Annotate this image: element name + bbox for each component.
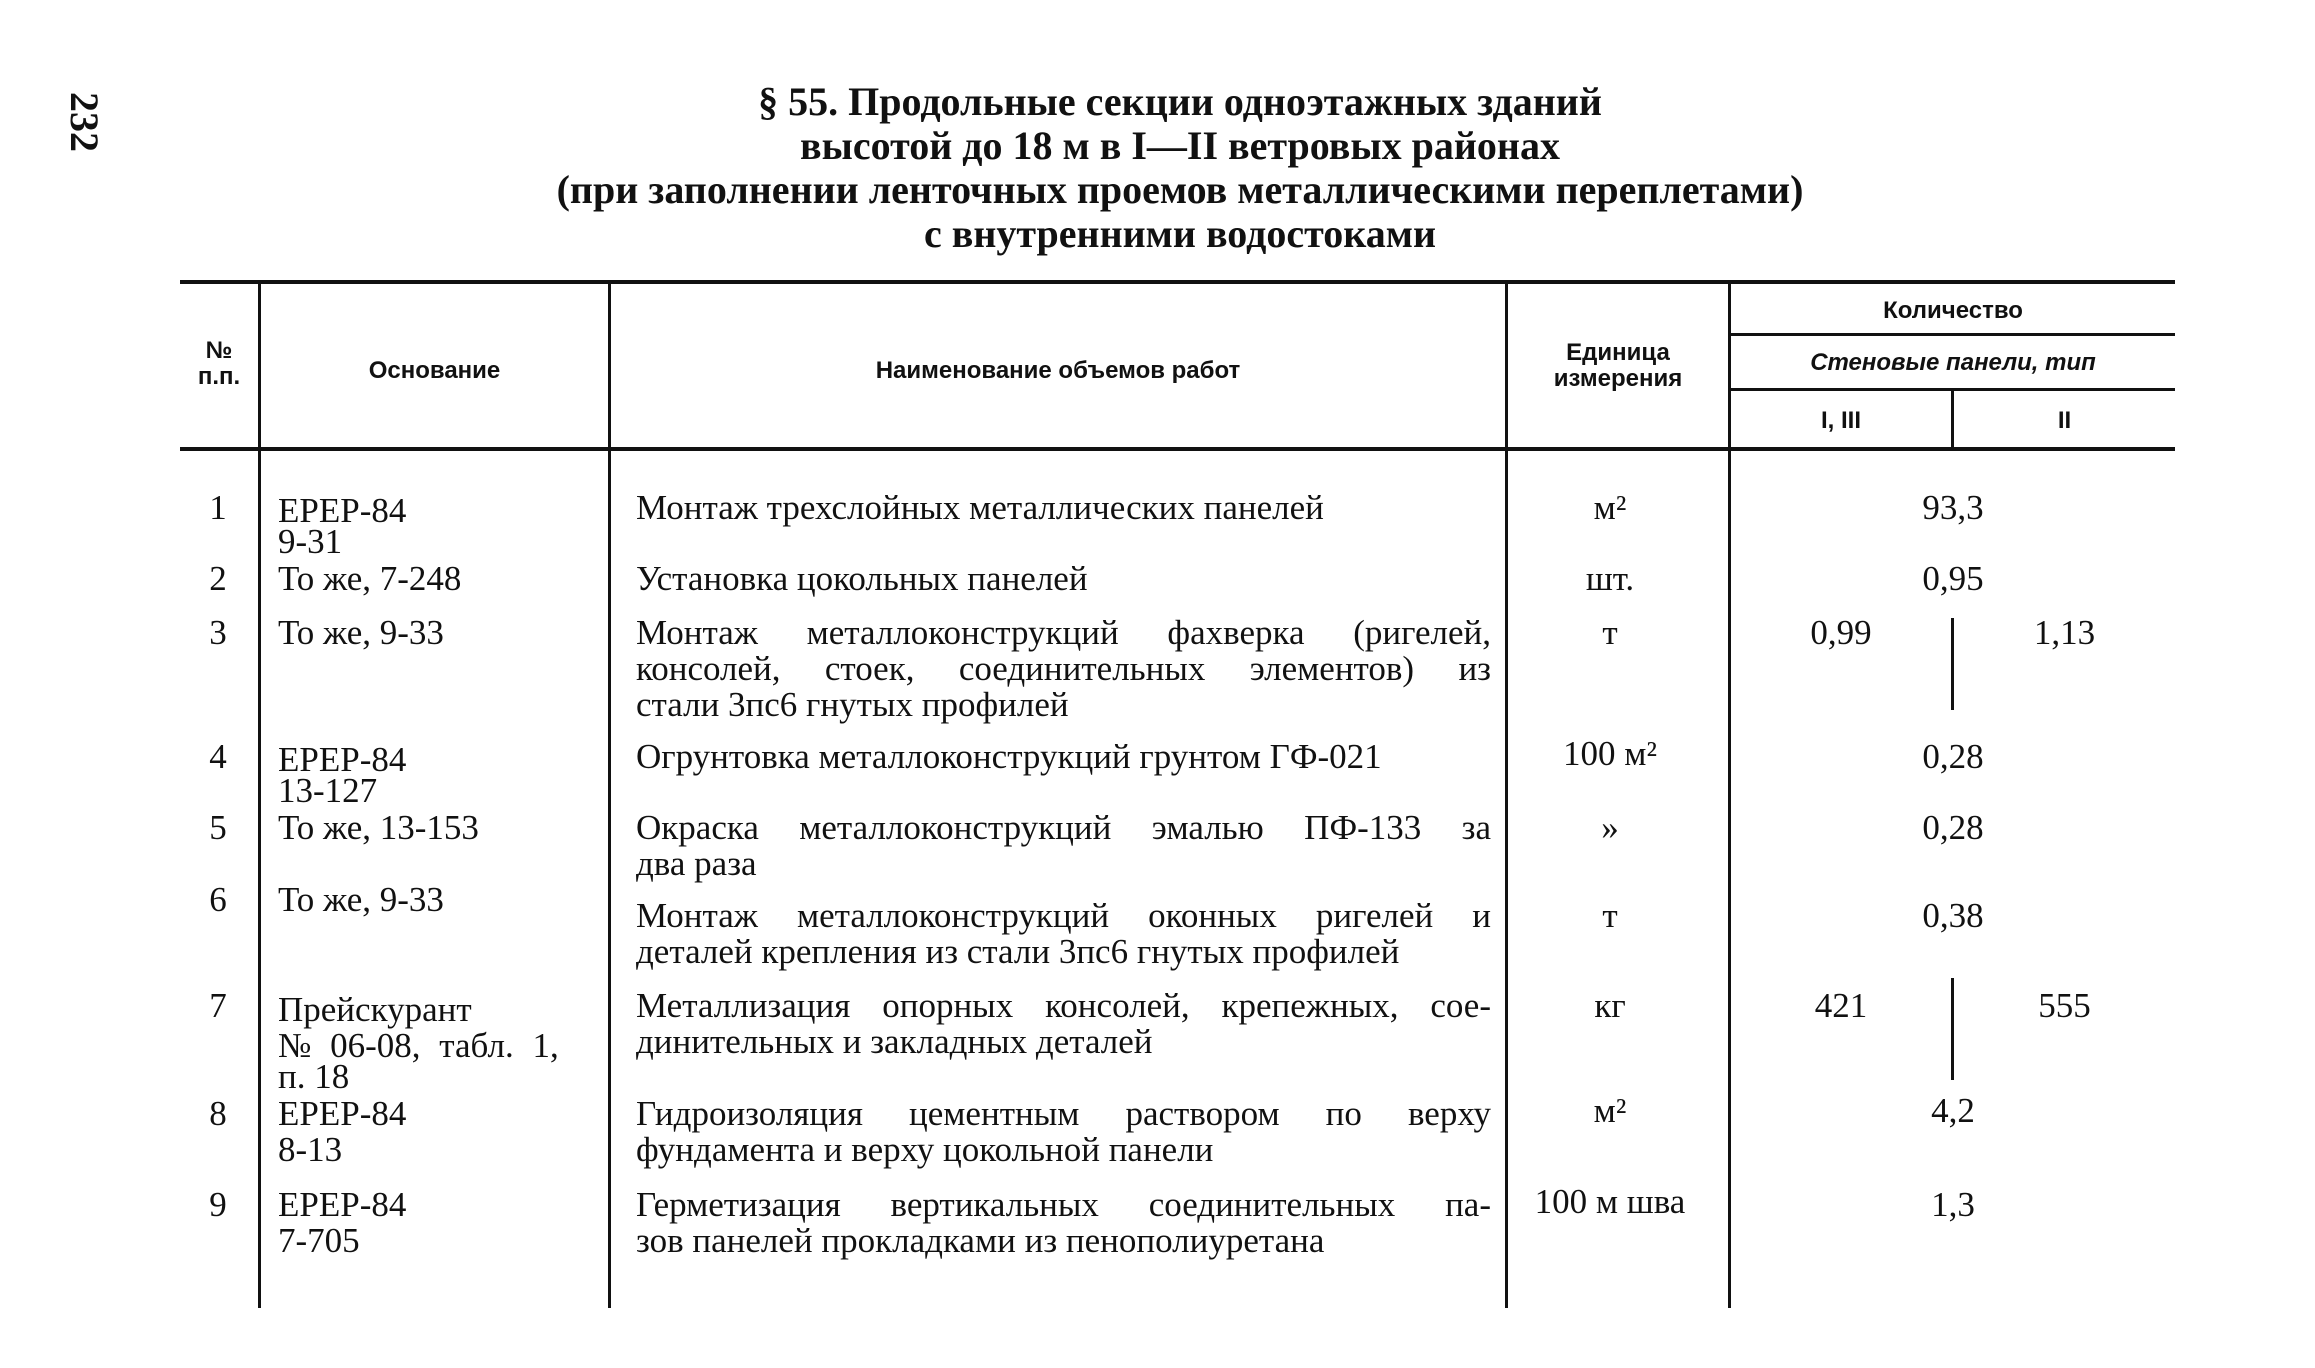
header-type-1-3: I, III (1820, 407, 1861, 434)
row-9-qty: 1,3 (1931, 1185, 1975, 1224)
row-9-basis-line-2: 7-705 (278, 1221, 360, 1260)
row-6-basis-line-1: То же, 9-33 (278, 880, 444, 919)
row-9-basis-line-1: ЕРЕР-84 (278, 1185, 407, 1224)
header-bottom-rule (180, 447, 2175, 451)
header-type-2: II (2057, 407, 2072, 434)
row-6-num: 6 (209, 880, 227, 919)
row-5-unit: » (1601, 808, 1619, 847)
title-line-3: (при заполнении ленточных проемов металлическими переплетами) (556, 167, 1804, 212)
header-quantity: Количество (1883, 297, 2023, 324)
header-num-line-1: № (205, 337, 233, 364)
row-5-work-line-2: два раза (636, 844, 757, 883)
row-6-qty: 0,38 (1922, 896, 1984, 935)
header-panels: Стеновые панели, тип (1810, 349, 2096, 376)
row-5-work (636, 810, 1491, 882)
header-unit-line-1: Единица (1566, 339, 1670, 366)
row-7-qty-type-2: 555 (2038, 986, 2091, 1025)
col-divider-4 (1728, 284, 1731, 1308)
row-4-qty: 0,28 (1922, 737, 1984, 776)
title-line-2: высотой до 18 м в I—II ветровых районах (800, 123, 1560, 168)
row-6-unit: т (1602, 896, 1618, 935)
row-6-work-line-1: Монтаж металлоконструкций оконных ригелей и (636, 896, 1491, 935)
row-7-num: 7 (209, 986, 227, 1025)
row-6-basis (278, 882, 608, 918)
row-8-qty: 4,2 (1931, 1091, 1975, 1130)
row-1-unit: м² (1593, 488, 1627, 527)
row-7-work (636, 988, 1491, 1060)
row-1-work-line-1: Монтаж трехслойных металлических панелей (636, 488, 1324, 527)
header-work: Наименование объемов работ (875, 357, 1241, 384)
row-8-work-line-2: фундамента и верху цокольной панели (636, 1130, 1214, 1169)
row-8-basis-line-1: ЕРЕР-84 (278, 1094, 407, 1133)
row-9-num: 9 (209, 1185, 227, 1224)
row-4-basis (278, 740, 608, 810)
row-4-basis-line-2: 13-127 (278, 771, 378, 810)
row-2-unit: шт. (1585, 559, 1635, 598)
row-4-basis-line-1: ЕРЕР-84 (278, 740, 407, 779)
row-6-work-line-2: деталей крепления из стали 3пс6 гнутых профилей (636, 932, 1400, 971)
row-2-basis (278, 561, 608, 597)
row-1-num: 1 (209, 488, 227, 527)
row-4-work (636, 739, 1491, 775)
col-divider-2 (608, 284, 611, 1308)
row-8-num: 8 (209, 1094, 227, 1133)
header-num-line-2: п.п. (197, 363, 241, 390)
row-2-work-line-1: Установка цокольных панелей (636, 559, 1088, 598)
section-title (180, 80, 2180, 256)
row-3-work (636, 615, 1491, 723)
col-divider-1 (258, 284, 261, 1308)
col-divider-3 (1505, 284, 1508, 1308)
header-unit-line-2: измерения (1553, 365, 1683, 392)
row-9-unit: 100 м шва (1534, 1182, 1686, 1221)
row-3-num: 3 (209, 613, 227, 652)
row-9-work-line-1: Герметизация вертикальных соединительных па- (636, 1185, 1491, 1224)
row-4-unit: 100 м² (1563, 734, 1657, 773)
page-number: 232 (62, 92, 107, 152)
row-4-work-line-1: Огрунтовка металлоконструкций грунтом ГФ-021 (636, 737, 1382, 776)
title-line-1: § 55. Продольные секции одноэтажных зданий (758, 79, 1602, 124)
header-basis: Основание (368, 357, 501, 384)
title-line-4: с внутренними водостоками (924, 211, 1436, 256)
row-3-basis-line-1: То же, 9-33 (278, 613, 444, 652)
table-top-rule (180, 280, 2175, 284)
row-5-work-line-1: Окраска металлоконструкций эмалью ПФ-133 за (636, 808, 1491, 847)
row-3-basis (278, 615, 608, 651)
row-5-basis (278, 810, 608, 846)
row-3-unit: т (1602, 613, 1618, 652)
row-9-work-line-2: зов панелей прокладками из пенополиуретана (636, 1221, 1325, 1260)
row-1-basis-line-1: ЕРЕР-84 (278, 491, 407, 530)
row-1-work (636, 490, 1491, 526)
row-2-work (636, 561, 1491, 597)
row-3-work-line-3: стали 3пс6 гнутых профилей (636, 685, 1069, 724)
row-6-work (636, 898, 1491, 970)
row-5-qty: 0,28 (1922, 808, 1984, 847)
row-3-qty-type-1-3: 0,99 (1810, 613, 1872, 652)
row-2-basis-line-1: То же, 7-248 (278, 559, 462, 598)
row-7-basis-line-1: Прейскурант (278, 990, 472, 1029)
row-5-num: 5 (209, 808, 227, 847)
row-7-work-line-2: динительных и закладных деталей (636, 1022, 1153, 1061)
row-7-basis-line-2: № 06-08, табл. 1, (278, 1026, 559, 1065)
row-8-work-line-1: Гидроизоляция цементным раствором по верху (636, 1094, 1491, 1133)
row-7-work-line-1: Металлизация опорных консолей, крепежных, сое- (636, 986, 1491, 1025)
row-3-work-line-2: консолей, стоек, соединительных элементов) из (636, 649, 1491, 688)
row-1-basis (278, 491, 608, 561)
header-unit (1508, 340, 1728, 392)
row-7-basis (278, 990, 608, 1096)
row-4-num: 4 (209, 737, 227, 776)
row-5-basis-line-1: То же, 13-153 (278, 808, 479, 847)
row-8-basis (278, 1096, 608, 1168)
row-3-work-line-1: Монтаж металлоконструкций фахверка (ригелей, (636, 613, 1491, 652)
row-9-basis (278, 1187, 608, 1259)
row-8-basis-line-2: 8-13 (278, 1130, 343, 1169)
row-8-unit: м² (1593, 1091, 1627, 1130)
row-1-qty: 93,3 (1922, 488, 1984, 527)
header-num (180, 338, 258, 390)
row-3-qty-type-2: 1,13 (2033, 613, 2096, 652)
row-2-num: 2 (209, 559, 227, 598)
row-7-basis-line-3: п. 18 (278, 1057, 350, 1096)
quantity-rule (1728, 333, 2175, 336)
row-2-qty: 0,95 (1922, 559, 1984, 598)
row-7-qty-type-1-3: 421 (1814, 986, 1868, 1025)
row-8-work (636, 1096, 1491, 1168)
row-7-unit: кг (1594, 986, 1626, 1025)
row-9-work (636, 1187, 1491, 1259)
row-1-basis-line-2: 9-31 (278, 522, 343, 561)
